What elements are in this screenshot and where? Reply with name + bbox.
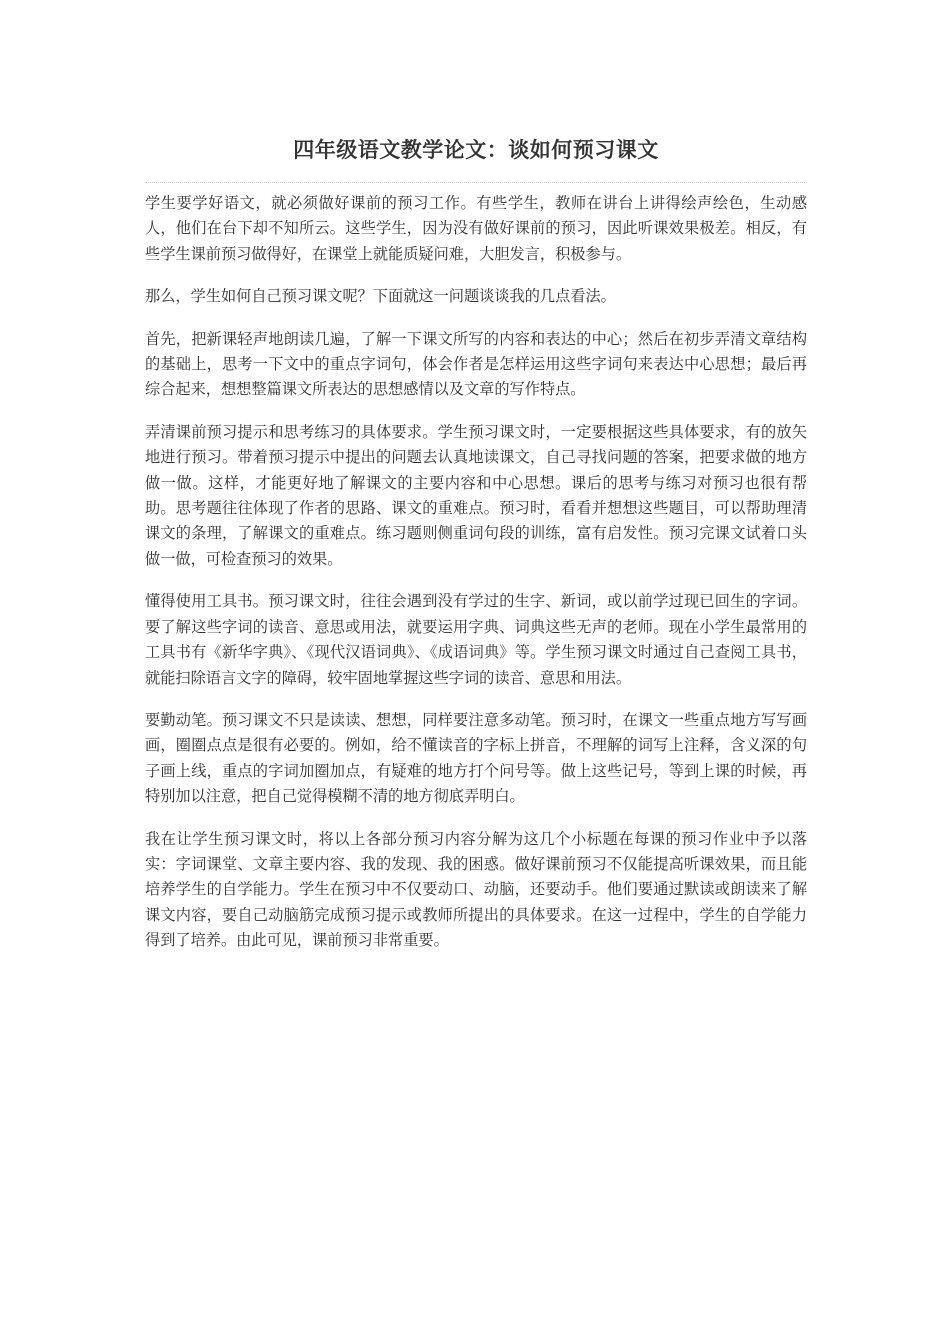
article-body — [145, 191, 807, 954]
document-title: 四年级语文教学论文：谈如何预习课文 — [293, 138, 659, 162]
paragraph-2: 那么，学生如何自己预习课文呢？下面就这一问题谈谈我的几点看法。 — [145, 287, 616, 306]
title-divider — [145, 182, 807, 183]
document-page — [145, 132, 807, 971]
paragraph-7: 我在让学生预习课文时，将以上各部分预习内容分解为这几个小标题在每课的预习作业中予以落实：字词课堂、文章主要内容、我的发现、我的困惑。做好课前预习不仅能提高听课效果，而且能培养学生的自学能力。学生在预习中不仅要动口、动脑，还要动手。他们要通过默读或朗读来了解课文内容，要自己动脑筋完成预习提示或教师所提出的具体要求。在这一过程中，学生的自学能力得到了培养。由此可见，课前预习非常重要。 — [145, 829, 807, 950]
paragraph-6: 要勤动笔。预习课文不只是读读、想想，同样要注意多动笔。预习时，在课文一些重点地方写写画画，圈圈点点是很有必要的。例如，给不懂读音的字标上拼音，不理解的词写上注释，含义深的句子画上线，重点的字词加圈加点，有疑难的地方打个问号等。做上这些记号，等到上课的时候，再特别加以注意，把自己觉得模糊不清的地方彻底弄明白。 — [145, 710, 807, 806]
paragraph-3: 首先，把新课轻声地朗读几遍，了解一下课文所写的内容和表达的中心；然后在初步弄清文章结构的基础上，思考一下文中的重点字词句，体会作者是怎样运用这些字词句来表达中心思想；最后再综合起来，想想整篇课文所表达的思想感情以及文章的写作特点。 — [145, 329, 807, 399]
paragraph-1: 学生要学好语文，就必须做好课前的预习工作。有些学生，教师在讲台上讲得绘声绘色，生动感人，他们在台下却不知所云。这些学生，因为没有做好课前的预习，因此听课效果极差。相反，有些学生课前预习做得好，在课堂上就能质疑问难，大胆发言，积极参与。 — [145, 194, 807, 263]
paragraph-4: 弄清课前预习提示和思考练习的具体要求。学生预习课文时，一定要根据这些具体要求，有的放矢地进行预习。带着预习提示中提出的问题去认真地读课文，自己寻找问题的答案，把要求做的地方做一做。这样，才能更好地了解课文的主要内容和中心思想。课后的思考与练习对预习也很有帮助。思考题往往体现了作者的思路、课文的重难点。预习时，看看并想想这些题目，可以帮助理清课文的条理，了解课文的重难点。练习题则侧重词句段的训练，富有启发性。预习完课文试着口头做一做，可检查预习的效果。 — [145, 422, 807, 568]
paragraph-5: 懂得使用工具书。预习课文时，往往会遇到没有学过的生字、新词，或以前学过现已回生的字词。要了解这些字词的读音、意思或用法，就要运用字典、词典这些无声的老师。现在小学生最常用的工具书有《新华字典》、《现代汉语词典》、《成语词典》等。学生预习课文时通过自己查阅工具书，就能扫除语言文字的障碍，较牢固地掌握这些字词的读音、意思和用法。 — [145, 592, 807, 687]
